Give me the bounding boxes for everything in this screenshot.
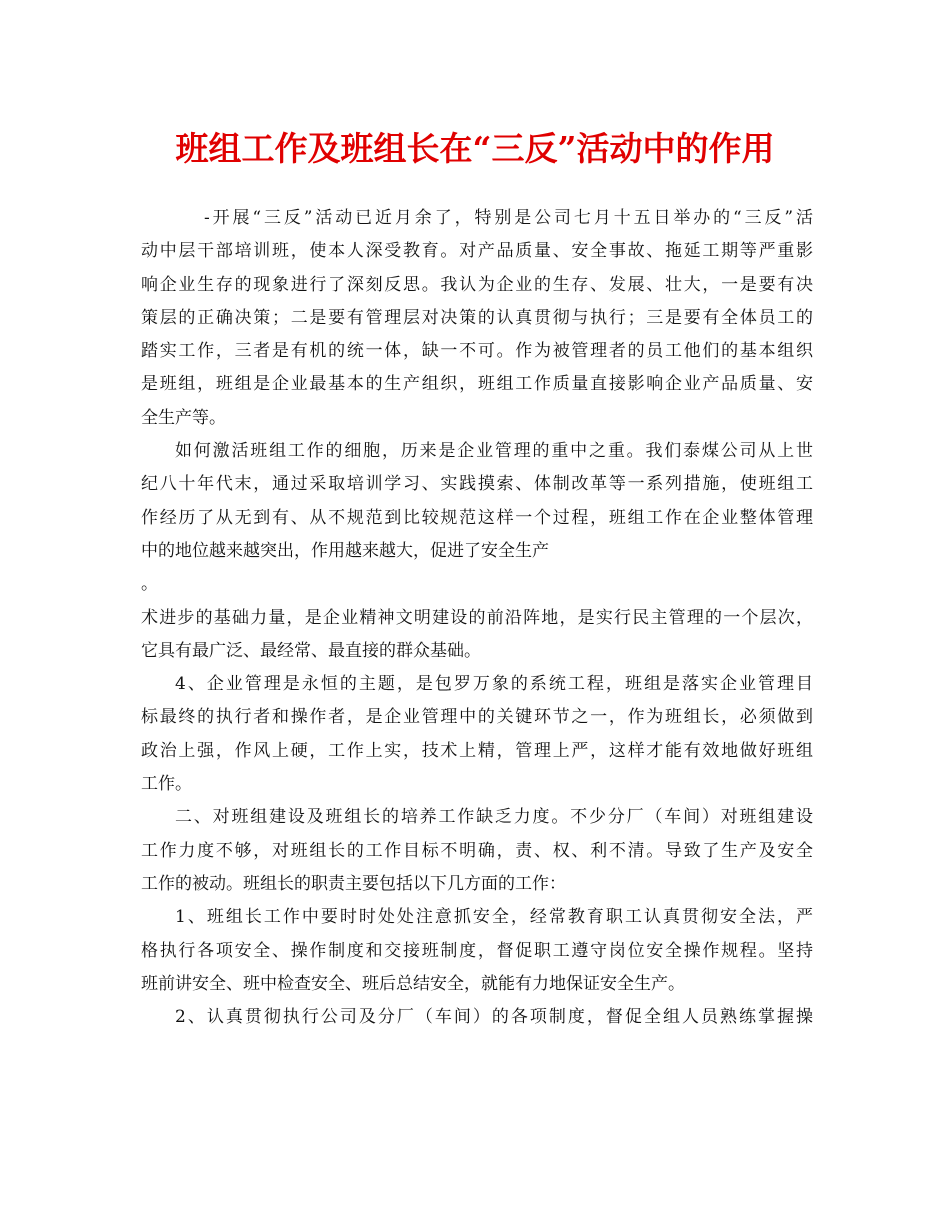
text-line: -开展“三反”活动已近月余了，特别是公司七月十五日举办的“三反”活 (204, 208, 813, 228)
text-line: 4、企业管理是永恒的主题，是包罗万象的系统工程，班组是落实企业管理目 (175, 674, 813, 695)
text-line: 踏实工作，三者是有机的统一体，缺一不可。作为被管理者的员工他们的基本组织 (141, 341, 813, 362)
text-line: 政治上强，作风上硬，工作上实，技术上精，管理上严，这样才能有效地做好班组 (141, 740, 813, 761)
text-line: 二、对班组建设及班组长的培养工作缺乏力度。不少分厂（车间）对班组建设 (175, 807, 813, 828)
text-line: 工作力度不够，对班组长的工作目标不明确，责、权、利不清。导致了生产及安全 (141, 840, 813, 861)
text-line: 班前讲安全、班中检查安全、班后总结安全，就能有力地保证安全生产。 (141, 973, 685, 994)
text-line: 策层的正确决策；二是要有管理层对决策的认真贯彻与执行；三是要有全体员工的 (141, 307, 813, 328)
text-line: 响企业生存的现象进行了深刻反思。我认为企业的生存、发展、壮大，一是要有决 (141, 274, 813, 295)
text-line: 全生产等。 (141, 407, 226, 428)
text-line: 中的地位越来越突出，作用越来越大，促进了安全生产 (141, 540, 549, 561)
text-line: 2、认真贯彻执行公司及分厂（车间）的各项制度，督促全组人员熟练掌握操 (175, 1007, 813, 1028)
text-line: 1、班组长工作中要时时处处注意抓安全，经常教育职工认真贯彻安全法，严 (175, 907, 813, 928)
text-line: 作经历了从无到有、从不规范到比较规范这样一个过程，班组工作在企业整体管理 (141, 507, 813, 528)
text-line: 是班组，班组是企业最基本的生产组织，班组工作质量直接影响企业产品质量、安 (141, 374, 813, 395)
text-line: 标最终的执行者和操作者，是企业管理中的关键环节之一，作为班组长，必须做到 (141, 707, 813, 728)
text-line: 工作的被动。班组长的职责主要包括以下几方面的工作： (141, 873, 566, 894)
text-line: 纪八十年代末，通过采取培训学习、实践摸索、体制改革等一系列措施，使班组工 (141, 474, 813, 495)
text-line: 它具有最广泛、最经常、最直接的群众基础。 (141, 640, 481, 661)
document-body (141, 202, 813, 1034)
text-line: 。 (141, 574, 158, 595)
document-title: 班组工作及班组长在“三反”活动中的作用 (175, 129, 775, 168)
text-line: 格执行各项安全、操作制度和交接班制度，督促职工遵守岗位安全操作规程。坚持 (141, 940, 813, 961)
text-line: 术进步的基础力量，是企业精神文明建设的前沿阵地，是实行民主管理的一个层次， (141, 607, 813, 628)
text-line: 如何激活班组工作的细胞，历来是企业管理的重中之重。我们泰煤公司从上世 (175, 441, 813, 462)
text-line: 动中层干部培训班，使本人深受教育。对产品质量、安全事故、拖延工期等严重影 (141, 241, 813, 262)
text-line: 工作。 (141, 774, 192, 795)
